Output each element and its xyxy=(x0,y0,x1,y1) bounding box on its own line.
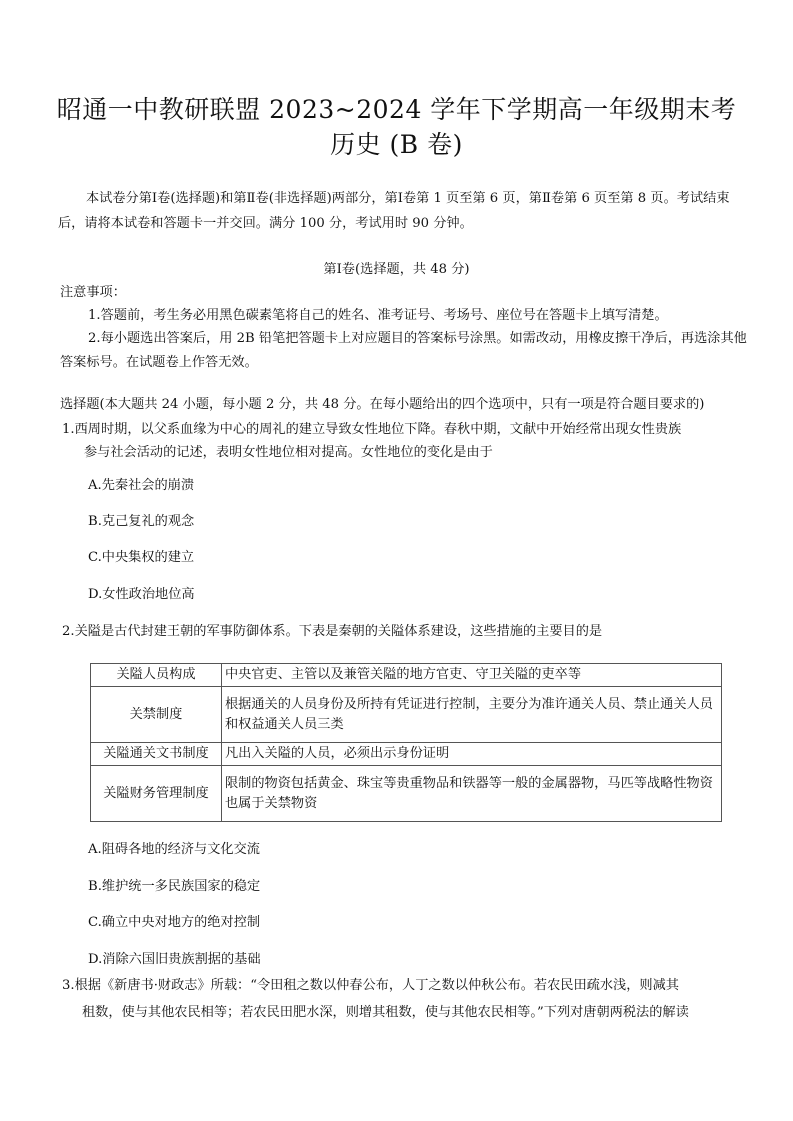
section-heading: 第Ⅰ卷(选择题，共 48 分) xyxy=(323,262,470,277)
exam-subtitle: 历史 (B 卷) xyxy=(330,130,463,159)
question-1-line-1: 1.西周时期，以父系血缘为中心的周礼的建立导致女性地位下降。春秋中期，文献中开始经常出现女性贵族 xyxy=(62,422,682,437)
q2-option-a: A.阻碍各地的经济与文化交流 xyxy=(88,842,260,857)
table-cell-key: 关隘人员构成 xyxy=(91,664,222,687)
q1-option-a: A.先秦社会的崩溃 xyxy=(88,478,195,493)
question-3-line-2: 租数，使与其他农民相等；若农民田肥水深，则增其租数，使与其他农民相等。”下列对唐朝两税法的解读 xyxy=(82,1005,689,1020)
notice-item-1: 1.答题前，考生务必用黑色碳素笔将自己的姓名、准考证号、考场号、座位号在答题卡上填写清楚。 xyxy=(88,308,668,323)
table-row xyxy=(91,743,722,766)
question-1-line-2: 参与社会活动的记述，表明女性地位相对提高。女性地位的变化是由于 xyxy=(84,445,493,460)
table-cell-value: 限制的物资包括黄金、珠宝等贵重物品和铁器等一般的金属器物，马匹等战略性物资也属于关禁物资 xyxy=(222,766,722,822)
notice-label: 注意事项： xyxy=(60,285,126,300)
table-cell-key: 关隘通关文书制度 xyxy=(91,743,222,766)
q2-option-d: D.消除六国旧贵族割据的基础 xyxy=(88,952,261,967)
table-cell-key: 关禁制度 xyxy=(91,687,222,743)
question-3-line-1: 3.根据《新唐书·财政志》所载：“令田租之数以仲春公布，人丁之数以仲秋公布。若农民田疏水浅，则减其 xyxy=(62,978,679,993)
table-row xyxy=(91,766,722,822)
intro-paragraph: 本试卷分第Ⅰ卷(选择题)和第Ⅱ卷(非选择题)两部分，第Ⅰ卷第 1 页至第 6 页，第Ⅱ卷第 6 页至第 8 页。考试结束后，请将本试卷和答题卡一并交回。满分 100 分，考试用时 90 分钟。 xyxy=(58,191,730,231)
q1-option-b: B.克己复礼的观念 xyxy=(88,514,195,529)
table-cell-value: 根据通关的人员身份及所持有凭证进行控制，主要分为准许通关人员、禁止通关人员和权益通关人员三类 xyxy=(222,687,722,743)
pass-system-table xyxy=(90,663,722,822)
table-row xyxy=(91,664,722,687)
q2-option-b: B.维护统一多民族国家的稳定 xyxy=(88,879,261,894)
table-row xyxy=(91,687,722,743)
exam-title: 昭通一中教研联盟 2023~2024 学年下学期高一年级期末考 xyxy=(56,95,737,124)
table-cell-key: 关隘财务管理制度 xyxy=(91,766,222,822)
table-cell-value: 凡出入关隘的人员，必须出示身份证明 xyxy=(222,743,722,766)
q1-option-d: D.女性政治地位高 xyxy=(88,587,195,602)
q1-option-c: C.中央集权的建立 xyxy=(88,550,195,565)
question-2-stem: 2.关隘是古代封建王朝的军事防御体系。下表是秦朝的关隘体系建设，这些措施的主要目的是 xyxy=(62,624,603,639)
table-cell-value: 中央官吏、主管以及兼管关隘的地方官吏、守卫关隘的吏卒等 xyxy=(222,664,722,687)
q2-option-c: C.确立中央对地方的绝对控制 xyxy=(88,915,261,930)
notice-item-2: 2.每小题选出答案后，用 2B 铅笔把答题卡上对应题目的答案标号涂黑。如需改动，用橡皮擦干净后，再选涂其他答案标号。在试题卷上作答无效。 xyxy=(60,331,747,370)
mc-instruction: 选择题(本大题共 24 小题，每小题 2 分，共 48 分。在每小题给出的四个选项中，只有一项是符合题目要求的) xyxy=(60,397,705,412)
